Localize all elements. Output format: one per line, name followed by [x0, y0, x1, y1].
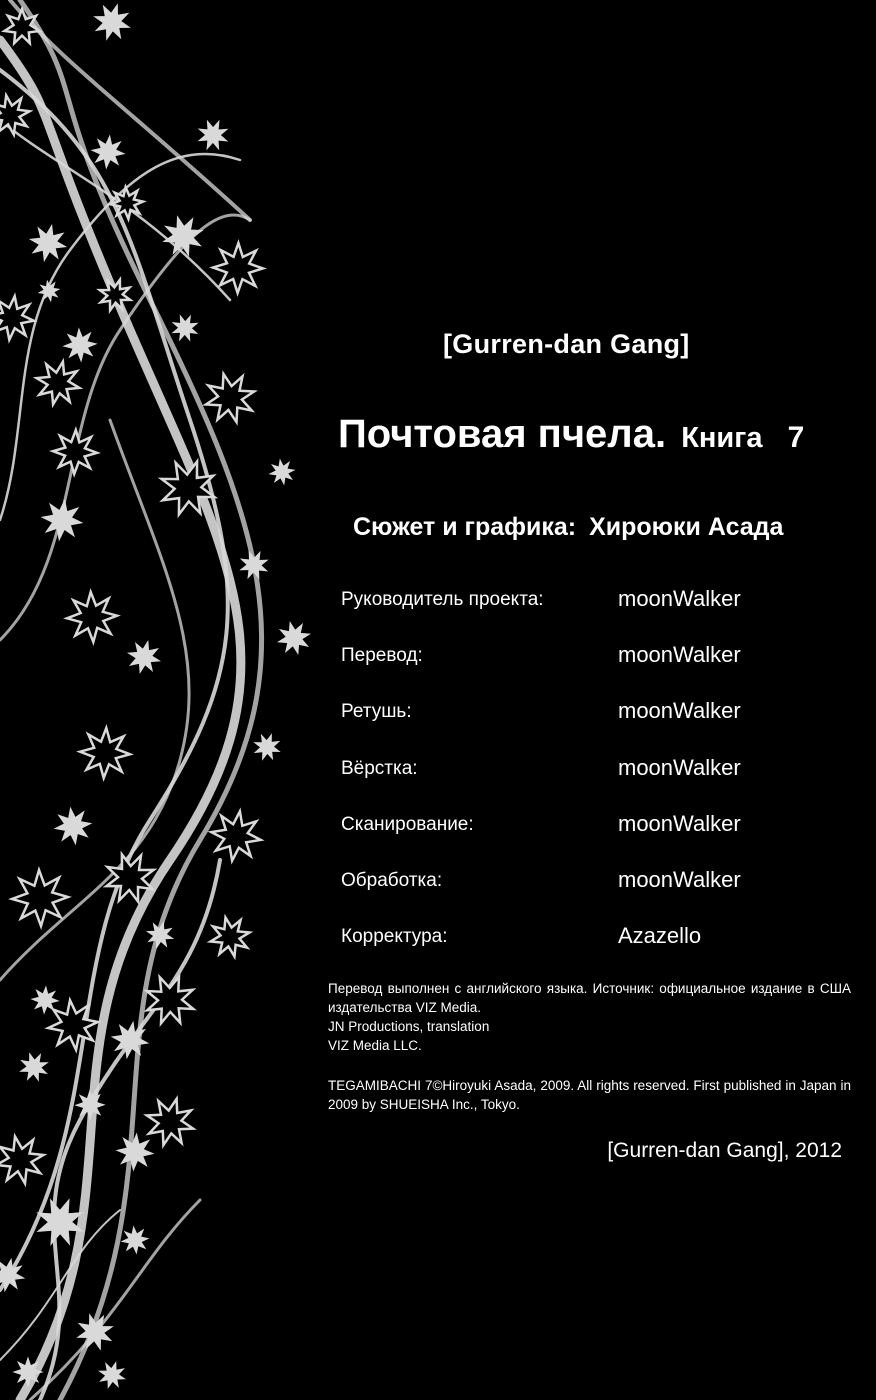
credit-role: Вёрстка: [341, 758, 418, 779]
credit-role: Сканирование: [341, 814, 474, 835]
group-header: [Gurren-dan Gang] [443, 329, 690, 359]
credit-role: Обработка: [341, 870, 443, 891]
credit-role: Перевод: [341, 645, 423, 666]
publisher-credit: VIZ Media LLC. [328, 1038, 422, 1053]
credit-role: Ретушь: [341, 701, 412, 722]
author-label: Сюжет и графика: [353, 513, 577, 541]
translation-notes [328, 979, 851, 1055]
credit-name: moonWalker [618, 586, 741, 611]
credit-row-project-lead [341, 586, 841, 616]
credit-name: moonWalker [618, 698, 741, 723]
credit-row-processing [341, 867, 841, 897]
book-title-main: Почтовая пчела. [338, 412, 667, 456]
credit-row-translation [341, 642, 841, 672]
credit-role: Корректура: [341, 926, 448, 947]
credit-row-typesetting [341, 755, 841, 785]
book-title [338, 412, 804, 457]
copyright-notice: TEGAMIBACHI 7©Hiroyuki Asada, 2009. All rights reserved. First published in Japan in 2009 by SHUEISHA Inc., Tokyo. [328, 1078, 851, 1112]
book-word: Книга [681, 422, 763, 454]
credit-name: Azazello [618, 923, 702, 948]
credit-name: moonWalker [618, 755, 741, 780]
group-signature: [Gurren-dan Gang], 2012 [607, 1139, 842, 1162]
book-number: 7 [787, 421, 805, 454]
translation-credit: JN Productions, translation [328, 1019, 490, 1034]
credit-name: moonWalker [618, 642, 741, 667]
credit-name: moonWalker [618, 867, 741, 892]
source-note: Перевод выполнен с английского языка. Источник: официальное издание в США издательства VIZ Media. [328, 981, 851, 1015]
author-name: Хироюки Асада [589, 513, 784, 541]
credit-role: Руководитель проекта: [341, 589, 544, 610]
author-line [353, 513, 783, 542]
credit-name: moonWalker [618, 811, 741, 836]
credit-row-proofreading [341, 923, 841, 953]
credit-row-scanning [341, 811, 841, 841]
credit-row-retouch [341, 698, 841, 728]
